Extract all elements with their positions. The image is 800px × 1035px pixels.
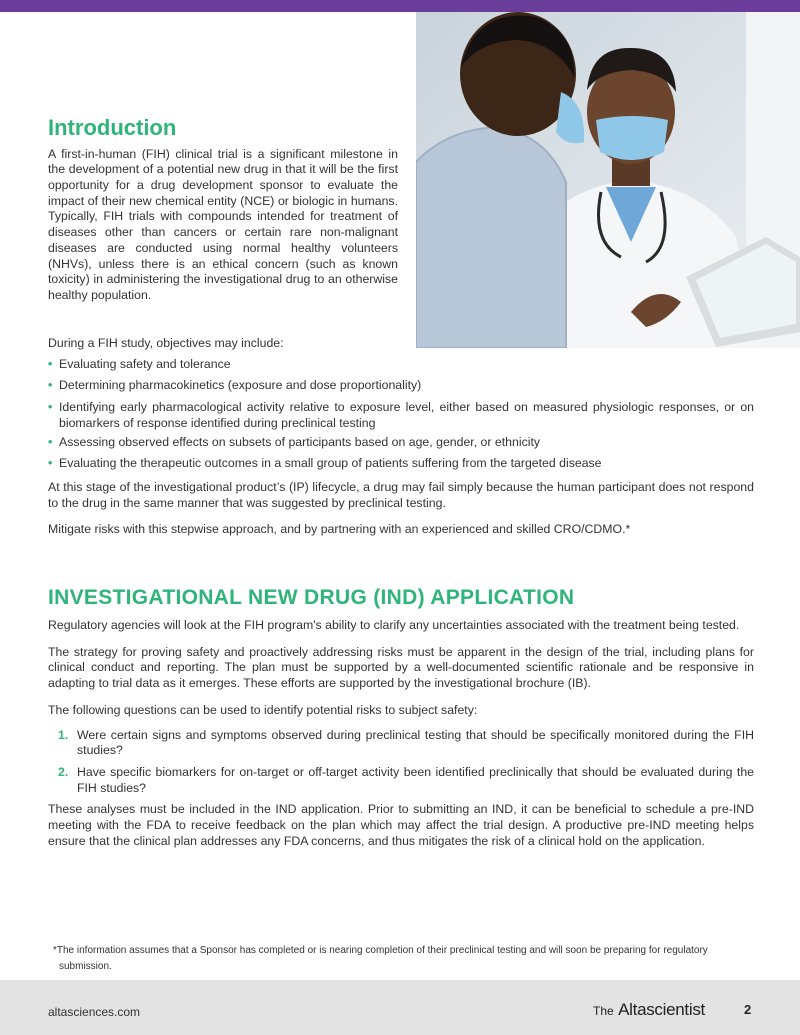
introduction-heading: Introduction: [48, 115, 177, 140]
doctor-patient-photo: [416, 12, 800, 348]
doctor-patient-tablet-photo-icon: [416, 12, 800, 348]
ind-paragraph-3: The following questions can be used to identify potential risks to subject safety:: [48, 702, 478, 717]
ind-paragraph-4: These analyses must be included in the IND application. Prior to submitting an IND, it can be beneficial to schedule a pre-IND meeting with the FDA to receive feedback on the plan which may affect the trial design. A productive pre-IND meeting helps ensure that the clinical plan addresses any FDA concerns, and thus mitigates the risk of a clinical hold on the application.: [48, 802, 754, 848]
introduction-section: [48, 114, 398, 314]
footnote: *The information assumes that a Sponsor has completed or is nearing completion of their preclinical testing and will soon be preparing for regulatory submission.: [53, 945, 708, 972]
list-item: • Evaluating the therapeutic outcomes in a small group of patients suffering from the targeted disease: [48, 456, 602, 471]
bullet-icon: •: [48, 400, 53, 415]
top-accent-bar: [0, 0, 800, 12]
bullet-icon: •: [48, 456, 53, 471]
bullet-icon: •: [48, 356, 53, 371]
page-footer: [0, 980, 800, 1035]
ind-paragraph-1: Regulatory agencies will look at the FIH program's ability to clarify any uncertainties associated with the treatment being tested.: [48, 618, 740, 632]
mitigate-paragraph: Mitigate risks with this stepwise approach, and by partnering with an experienced and skilled CRO/CDMO.*: [48, 522, 631, 537]
objectives-block: [48, 336, 754, 538]
list-item: 1. Were certain signs and symptoms observed during preclinical testing that should be specifically monitored during the FIH studies?: [58, 727, 754, 758]
list-item: • Assessing observed effects on subsets of participants based on age, gender, or ethnicity: [48, 434, 541, 449]
objectives-list: [48, 357, 754, 472]
ind-heading: INVESTIGATIONAL NEW DRUG (IND) APPLICATION: [48, 586, 575, 609]
page-number: 2: [744, 1002, 752, 1017]
list-item: 2. Have specific biomarkers for on-target or off-target activity been identified preclinically that should be evaluated during the FIH studies?: [58, 764, 754, 795]
footer-website-link[interactable]: altasciences.com: [48, 1005, 141, 1019]
objectives-lead: During a FIH study, objectives may include:: [48, 336, 284, 350]
list-item: • Evaluating safety and tolerance: [48, 356, 231, 371]
altascientist-logo: The Altascientist: [593, 1000, 705, 1019]
bullet-icon: •: [48, 434, 53, 449]
bullet-icon: •: [48, 378, 53, 393]
introduction-paragraph: A first-in-human (FIH) clinical trial is a significant milestone in the development of a potential new drug in that it will be the first opportunity for a drug development sponsor to evaluate the impact of their new chemical entity (NCE) or biologic in humans. Typically, FIH trials with compounds intended for treatment of diseases other than cancers or certain rare non-malignant diseases are conducted using normal healthy volunteers (NHVs), unless there is an ethical concern (such as known toxicity) in administering the investigational drug to an otherwise healthy population.: [48, 146, 398, 302]
list-number: 2.: [58, 764, 69, 779]
ind-paragraph-2: The strategy for proving safety and proactively addressing risks must be apparent in the design of the trial, including plans for clinical conduct and reporting. The plan must be supported by a well-documented scientific rationale and be responsive in adapting to trial data as it emerges. These efforts are supported by the investigational brochure (IB).: [48, 644, 754, 691]
ip-lifecycle-paragraph: At this stage of the investigational product’s (IP) lifecycle, a drug may fail simply because the human participant does not respond to the drug in the same manner that was suggested by preclinical testing.: [48, 479, 754, 510]
risk-questions-list: [48, 728, 754, 797]
list-item: • Identifying early pharmacological activity relative to exposure level, either based on measured physiologic responses, or on biomarkers of response identified during preclinical testing: [48, 400, 754, 430]
list-number: 1.: [58, 727, 69, 742]
list-item: • Determining pharmacokinetics (exposure and dose proportionality): [48, 378, 422, 393]
ind-section: [48, 586, 754, 849]
